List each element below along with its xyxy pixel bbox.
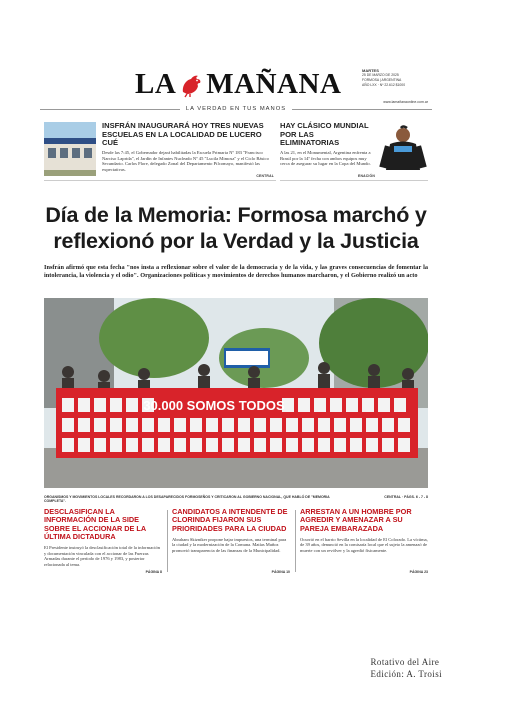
teaser-schools-body: Desde las 7:45, el Gobernador dejará habilitadas la Escuela Primaria Nº 183 "Francisco Narciso Laprida", el Jardín de Infantes Nucleado Nº 45 "Lucila Mimosa" y el Ciclo Básico Secundario. Carlos Flore, delegado Zonal del Departamento Pilcomayo, manifestó las expectativas. — [102, 150, 269, 172]
logo-word-manana: MAÑANA — [206, 68, 342, 100]
main-headline[interactable]: Día de la Memoria: Formosa marchó y reflexionó por la Verdad y la Justicia — [45, 203, 427, 253]
story-clorinda-body: Abraham Skizniker propone bajar impuestos, una terminal para la ciudad y la modernización de la Comuna. Matías Muñoz promovió transparencia de las finanzas de la Municipalidad. — [172, 536, 287, 553]
issue-date: 25 DE MARZO DE 2025 — [362, 73, 399, 77]
story-divider-1 — [167, 510, 168, 572]
story-side-page: PÁGINA 8 — [145, 570, 162, 574]
teaser-football-body: A las 21, en el Monumental, Argentina enfrenta a Brasil por la 14º fecha con ambos equipos muy cerca de asegurar su lugar en la Copa del Mundo. — [280, 150, 371, 167]
march-photo-image — [44, 298, 428, 488]
issue-day: MARTES — [362, 68, 379, 73]
masthead-info — [362, 68, 428, 88]
main-lede: Insfrán afirmó que esta fecha "nos insta a reflexionar sobre el valor de la democracia y de la vida, y las graves consecuencias de fomentar la intolerancia, la violencia y el odio". Organizaciones políticas y movimientos de derechos humanos marcharon, y el Gobierno realizó un acto — [44, 264, 428, 279]
story-divider-2 — [295, 510, 296, 572]
story-side-declassify[interactable] — [44, 507, 162, 574]
story-side-title: DESCLASIFICAN LA INFORMACIÓN DE LA SIDE SOBRE EL ACCIONAR DE LA ÚLTIMA DICTADURA — [44, 507, 146, 541]
tagline-rule-left — [40, 109, 180, 110]
masthead-logo[interactable] — [135, 68, 341, 101]
issue-location: FORMOSA | ARGENTINA — [362, 78, 402, 82]
credit-block — [371, 656, 442, 680]
story-clorinda[interactable] — [172, 507, 290, 574]
story-side-body: El Presidente instruyó la desclasificación total de la información y documentación vinculada con el accionar de las Fuerzas Armadas durante el período de 1976 y 1983, y posterior relacionada al tema. — [44, 545, 160, 567]
teaser-schools[interactable] — [44, 122, 276, 181]
logo-word-la: LA — [135, 68, 177, 100]
story-arrest[interactable] — [300, 507, 428, 574]
tagline-row — [40, 105, 432, 113]
masthead-website[interactable]: www.lamañanaonline.com.ar — [383, 100, 428, 104]
photo-caption-ref: CENTRAL · PÁGS. 6 - 7 - 8 — [384, 495, 428, 499]
story-arrest-body: Ocurrió en el barrio Sevilla en la localidad de El Colorado. La víctima, de 39 años, denunció en la comisaría local que el sujeto la amenazó de muerte con un revólver y la agredió físicamente. — [300, 536, 428, 553]
story-clorinda-title: CANDIDATOS A INTENDENTE DE CLORINDA FIJARON SUS PRIORIDADES PARA LA CIUDAD — [172, 507, 288, 533]
newspaper-front-page — [40, 58, 432, 618]
teaser-football-title: HAY CLÁSICO MUNDIAL POR LAS ELIMINATORIAS — [280, 121, 369, 147]
credit-line-2: Edición: A. Troisi — [370, 669, 442, 679]
banner-text: 30.000 SOMOS TODOS — [143, 398, 285, 413]
photo-caption: ORGANISMOS Y MOVIMIENTOS LOCALES RECORDARON A LOS DESAPARECIDOS FORMOSEÑOS Y CRITICARON AL GOBIERNO NACIONAL, QUE HABLÓ DE "MEMORIA COMPLETA". — [44, 495, 330, 503]
school-building-photo — [44, 122, 96, 176]
credit-line-1: Rotativo del Aire — [370, 657, 440, 667]
tagline: LA VERDAD EN TUS MANOS — [185, 106, 287, 112]
rooster-logo-icon — [178, 72, 204, 98]
teaser-football-tag: ENACIÓN — [358, 174, 376, 178]
football-player-photo — [376, 122, 428, 178]
teaser-football[interactable] — [280, 122, 428, 181]
march-photo — [44, 298, 428, 488]
story-clorinda-page: PÁGINA 10 — [271, 570, 290, 574]
teaser-schools-tag: CENTRAL — [256, 174, 274, 178]
story-arrest-title: ARRESTAN A UN HOMBRE POR AGREDIR Y AMENAZAR A SU PAREJA EMBARAZADA — [300, 507, 412, 533]
teaser-schools-title: INSFRÁN INAUGURARÁ HOY TRES NUEVAS ESCUELAS EN LA LOCALIDAD DE LUCERO CUÉ — [102, 121, 264, 147]
photo-caption-row — [44, 495, 428, 503]
issue-edition: AÑO LXX · Nº 22.612 $1000 — [362, 83, 406, 87]
tagline-rule-right — [292, 109, 432, 110]
story-arrest-page: PÁGINA 23 — [409, 570, 428, 574]
